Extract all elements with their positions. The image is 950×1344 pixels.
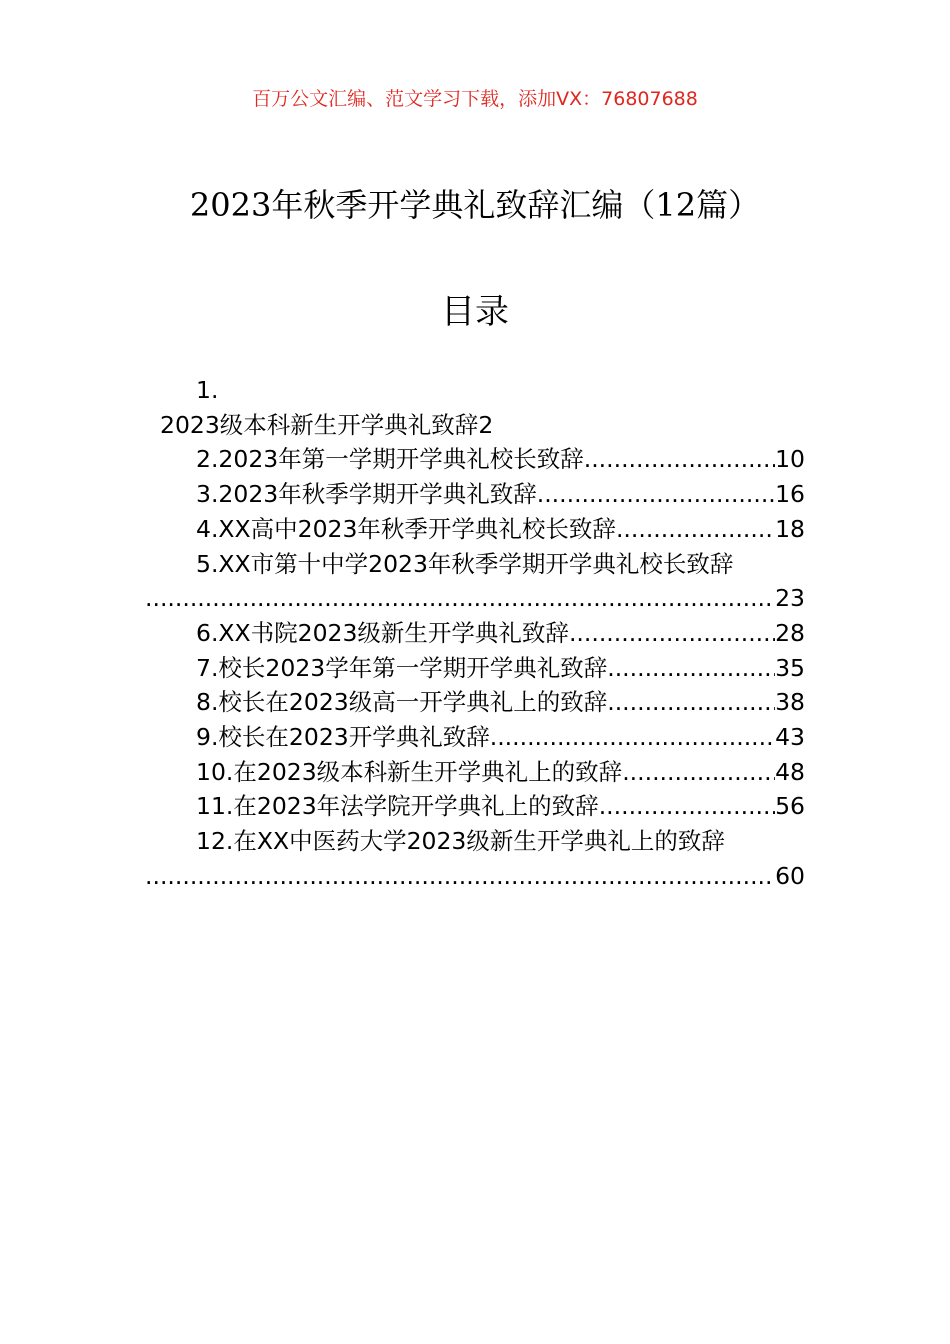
toc-entry-page: 28 [775,618,805,647]
leader-dots [607,651,775,686]
toc-entry-page: 48 [775,757,805,786]
leader-dots [616,512,775,547]
toc-entry-page: 18 [775,514,805,543]
toc-entry-page: 56 [775,792,805,821]
document-title: 2023年秋季开学典礼致辞汇编（12篇） [189,186,761,224]
promo-banner: 百万公文汇编、范文学习下载，添加VX：76807688 [252,88,698,110]
toc-entry-text: 10.在2023级本科新生开学典礼上的致辞 [196,757,623,786]
toc-entry-page: 2 [478,410,494,439]
toc-entry-2[interactable] [145,442,805,477]
toc-entry-6[interactable] [145,616,805,651]
toc-entry-text: 9.校长在2023开学典礼致辞 [196,723,490,752]
toc-entry-7[interactable] [145,651,805,686]
leader-dots [599,789,775,824]
toc-entry-10[interactable] [145,755,805,790]
leader-dots [145,581,775,616]
leader-dots [622,755,775,790]
table-of-contents [145,373,805,894]
leader-dots [584,442,775,477]
toc-entry-text: 12.在XX中医药大学2023级新生开学典礼上的致辞 [196,827,725,856]
toc-entry-text: 4.XX高中2023年秋季开学典礼校长致辞 [196,514,616,543]
toc-entry-number: 1. [196,376,219,404]
toc-entry-9[interactable] [145,720,805,755]
toc-entry-5[interactable] [145,547,805,616]
toc-entry-11[interactable] [145,789,805,824]
leader-dots [145,859,775,894]
toc-entry-page: 10 [775,445,805,474]
toc-entry-text: 2023级本科新生开学典礼致辞 [160,410,479,439]
toc-entry-page: 23 [775,584,805,613]
leader-dots [537,477,775,512]
toc-entry-3[interactable] [145,477,805,512]
toc-entry-page: 43 [775,723,805,752]
toc-entry-text: 2.2023年第一学期开学典礼校长致辞 [196,445,584,474]
toc-entry-text: 8.校长在2023级高一开学典礼上的致辞 [196,688,608,717]
toc-entry-page: 38 [775,688,805,717]
toc-entry-1[interactable] [145,408,805,443]
toc-entry-page: 60 [775,861,805,890]
toc-entry-text: 3.2023年秋季学期开学典礼致辞 [196,480,537,509]
toc-entry-4[interactable] [145,512,805,547]
toc-entry-text: 11.在2023年法学院开学典礼上的致辞 [196,792,599,821]
toc-entry-12[interactable] [145,824,805,893]
toc-entry-text: 6.XX书院2023级新生开学典礼致辞 [196,618,569,647]
toc-entry-text: 7.校长2023学年第一学期开学典礼致辞 [196,653,608,682]
leader-dots [607,685,775,720]
leader-dots [490,720,775,755]
toc-entry-1-number[interactable] [145,373,805,408]
toc-entry-page: 16 [775,480,805,509]
toc-entry-page: 35 [775,653,805,682]
toc-entry-text: 5.XX市第十中学2023年秋季学期开学典礼校长致辞 [196,549,734,578]
toc-heading: 目录 [441,292,509,332]
leader-dots [569,616,775,651]
toc-entry-8[interactable] [145,685,805,720]
